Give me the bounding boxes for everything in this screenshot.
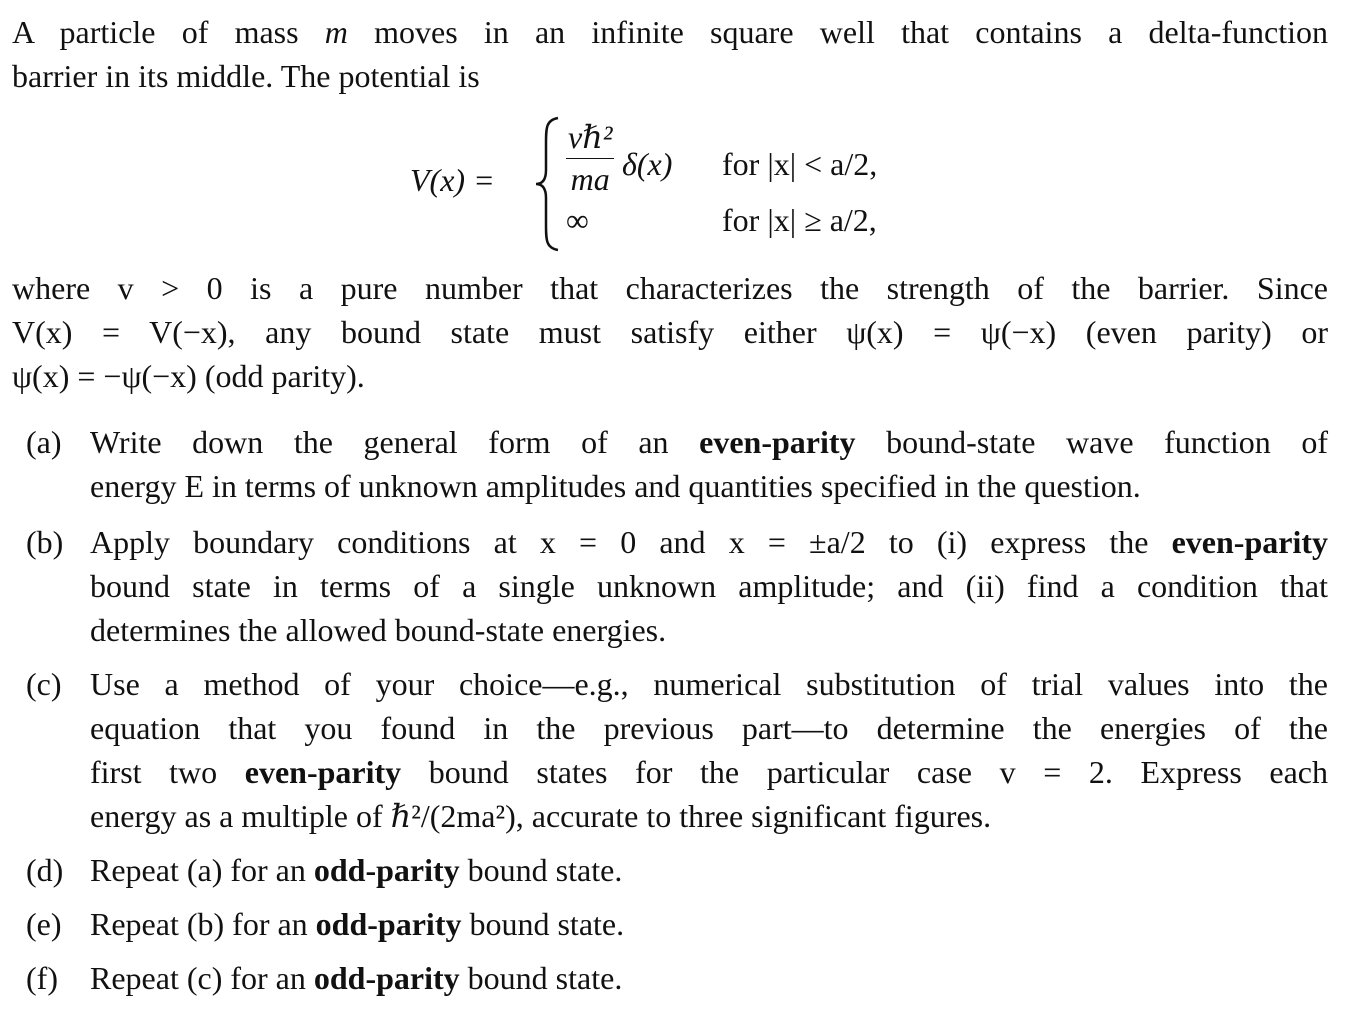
part-line: bound state in terms of a single unknown amplitude; and (ii) find a condition that bbox=[90, 568, 1328, 604]
intro-paragraph bbox=[12, 10, 1328, 98]
part-line: first two even-parity bound states for the particular case v = 2. Express each bbox=[90, 754, 1328, 790]
part-label: (b) bbox=[26, 524, 64, 560]
part-line: Repeat (c) for an odd-parity bound state. bbox=[90, 960, 623, 996]
part-line: determines the allowed bound-state energies. bbox=[90, 612, 667, 648]
potential-equation bbox=[0, 110, 1356, 260]
where-line-2: V(x) = V(−x), any bound state must satisfy either ψ(x) = ψ(−x) (even parity) or bbox=[12, 314, 1328, 350]
part-line: Repeat (b) for an odd-parity bound state. bbox=[90, 906, 625, 942]
where-line-1: where v > 0 is a pure number that characterizes the strength of the barrier. Since bbox=[12, 270, 1328, 306]
fraction-denominator: ma bbox=[570, 161, 610, 197]
part-label: (d) bbox=[26, 852, 64, 888]
equation-fraction bbox=[566, 118, 614, 198]
condition-outside: for |x| ≥ a/2, bbox=[722, 202, 877, 238]
part-text bbox=[90, 662, 1328, 838]
part-text bbox=[90, 520, 1328, 652]
part-line: energy as a multiple of ℏ²/(2ma²), accurate to three significant figures. bbox=[90, 798, 992, 834]
part-line: Repeat (a) for an odd-parity bound state. bbox=[90, 852, 623, 888]
part-line: Apply boundary conditions at x = 0 and x = ±a/2 to (i) express the even-parity bbox=[90, 524, 1328, 560]
condition-inside: for |x| < a/2, bbox=[722, 146, 878, 182]
where-paragraph bbox=[12, 266, 1328, 398]
part-label: (a) bbox=[26, 424, 62, 460]
part-text bbox=[90, 848, 1328, 892]
part-line: equation that you found in the previous part—to determine the energies of the bbox=[90, 710, 1328, 746]
part-text bbox=[90, 956, 1328, 1000]
part-label: (e) bbox=[26, 906, 62, 942]
equation-lhs: V(x) = bbox=[410, 162, 495, 198]
part-text bbox=[90, 902, 1328, 946]
left-brace-icon bbox=[532, 114, 562, 254]
part-label: (c) bbox=[26, 666, 62, 702]
intro-line-1: A particle of mass m moves in an infinite square well that contains a delta-function bbox=[12, 14, 1329, 50]
part-line: Use a method of your choice—e.g., numerical substitution of trial values into the bbox=[90, 666, 1328, 702]
fraction-numerator: vℏ² bbox=[566, 118, 614, 159]
part-line: Write down the general form of an even-parity bound-state wave function of bbox=[90, 424, 1329, 460]
part-line: energy E in terms of unknown amplitudes and quantities specified in the question. bbox=[90, 468, 1141, 504]
intro-line-2: barrier in its middle. The potential is bbox=[12, 58, 480, 94]
infinity-symbol: ∞ bbox=[566, 202, 589, 238]
where-line-3: ψ(x) = −ψ(−x) (odd parity). bbox=[12, 358, 365, 394]
part-label: (f) bbox=[26, 960, 58, 996]
delta-function: δ(x) bbox=[622, 146, 673, 182]
part-text bbox=[90, 420, 1328, 508]
